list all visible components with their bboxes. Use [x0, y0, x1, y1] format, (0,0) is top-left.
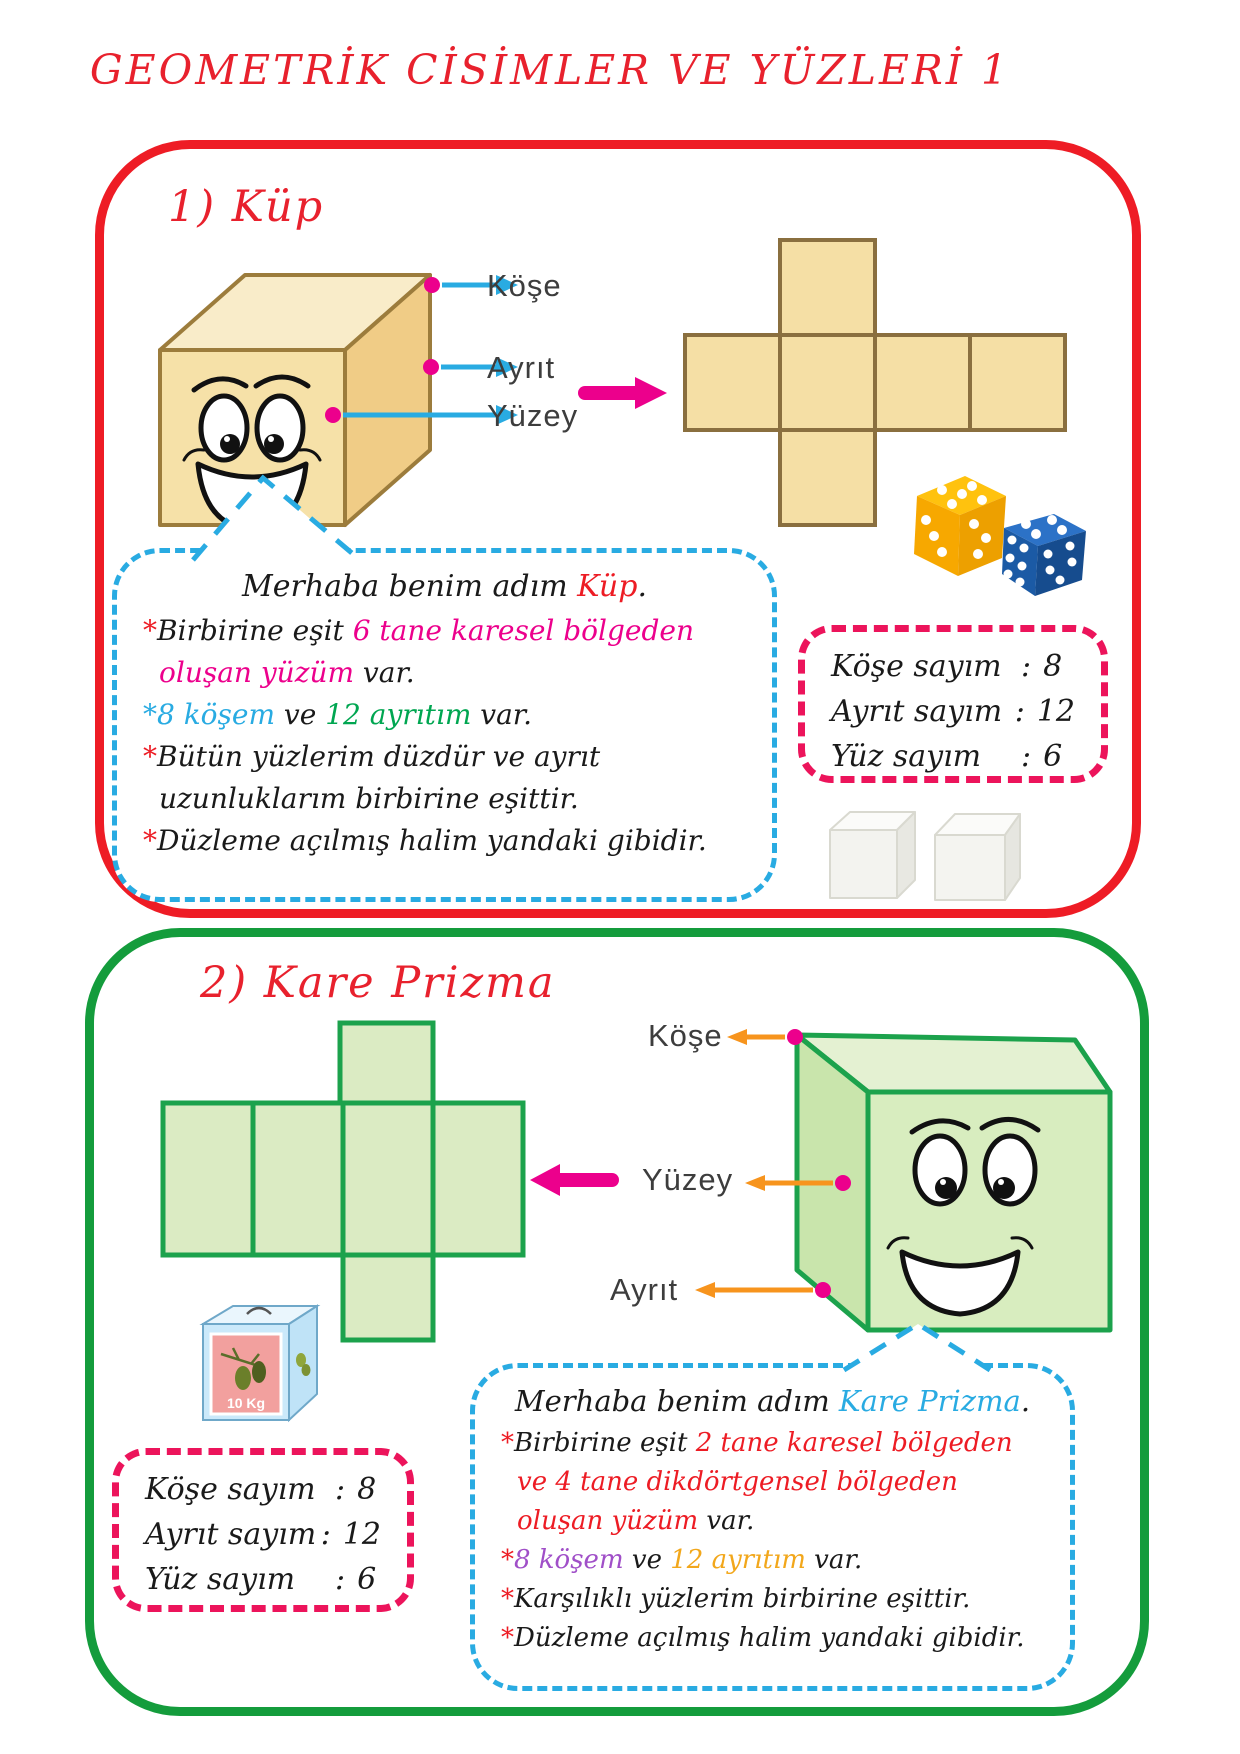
prism-net: [163, 1023, 523, 1340]
cube-fact-equal-edges: *Bütün yüzlerim düzdür ve ayrıt uzunluklarım birbirine eşittir.: [143, 740, 601, 815]
cube-speech-bubble: [112, 548, 777, 902]
section1-heading: 1) Küp: [168, 182, 325, 232]
prism-bubble-tail: [838, 1316, 998, 1374]
stats-row-corners: Köşe sayım : 8: [145, 1472, 377, 1507]
cube-fact-net: *Düzleme açılmış halim yandaki gibidir.: [143, 824, 707, 857]
cube-net: [685, 240, 1065, 525]
cube-greeting: Merhaba benim adım Küp.: [242, 569, 647, 604]
prism-fact-net: *Düzleme açılmış halim yandaki gibidir.: [501, 1623, 1025, 1653]
page-title: GEOMETRİK CİSİMLER VE YÜZLERİ 1: [89, 46, 1011, 94]
stats-row-edges: Ayrıt sayım : 12: [831, 694, 1075, 729]
olive-oil-tin: [185, 1298, 335, 1428]
cube-fact-counts: *8 köşem ve 12 ayrıtım var.: [143, 698, 532, 731]
prism-greeting: Merhaba benim adım Kare Prizma.: [514, 1384, 1031, 1418]
unfold-arrow-left: [530, 1164, 612, 1196]
unfold-arrow-right: [585, 377, 667, 409]
prism-edge-label: Ayrıt: [610, 1272, 679, 1307]
blue-die: [1002, 514, 1086, 596]
yellow-die: [914, 476, 1006, 576]
cube-stats-box: [798, 625, 1108, 783]
tin-weight-label: 10 Kg: [226, 1395, 266, 1411]
prism-face-label: Yüzey: [642, 1162, 734, 1197]
prism-fact-faces: *Birbirine eşit 2 tane karesel bölgeden ve 4 tane dikdörtgensel bölgeden oluşan yüzüm var.: [501, 1428, 1013, 1536]
prism-stats-box: [112, 1448, 414, 1612]
cube-bubble-tail: [185, 468, 375, 563]
stats-row-edges: Ayrıt sayım : 12: [145, 1517, 381, 1552]
stats-row-faces: Yüz sayım : 6: [831, 739, 1063, 774]
cube-edge-label: Ayrıt: [487, 350, 556, 385]
cube-fact-faces: *Birbirine eşit 6 tane karesel bölgeden oluşan yüzüm var.: [143, 614, 695, 689]
cube-face-label: Yüzey: [487, 398, 579, 433]
stats-row-corners: Köşe sayım : 8: [831, 649, 1063, 684]
prism-fact-counts: *8 köşem ve 12 ayrıtım var.: [501, 1545, 863, 1575]
prism-corner-callout-arrow: [727, 1029, 803, 1045]
section2-heading: 2) Kare Prizma: [200, 958, 556, 1008]
prism-fact-equal-faces: *Karşılıklı yüzlerim birbirine eşittir.: [501, 1584, 971, 1614]
stats-row-faces: Yüz sayım : 6: [145, 1562, 377, 1597]
prism-corner-label: Köşe: [648, 1018, 723, 1053]
cube-corner-label: Köşe: [487, 268, 562, 303]
prism-speech-bubble: [470, 1363, 1075, 1691]
sugar-cubes: [815, 800, 1025, 910]
